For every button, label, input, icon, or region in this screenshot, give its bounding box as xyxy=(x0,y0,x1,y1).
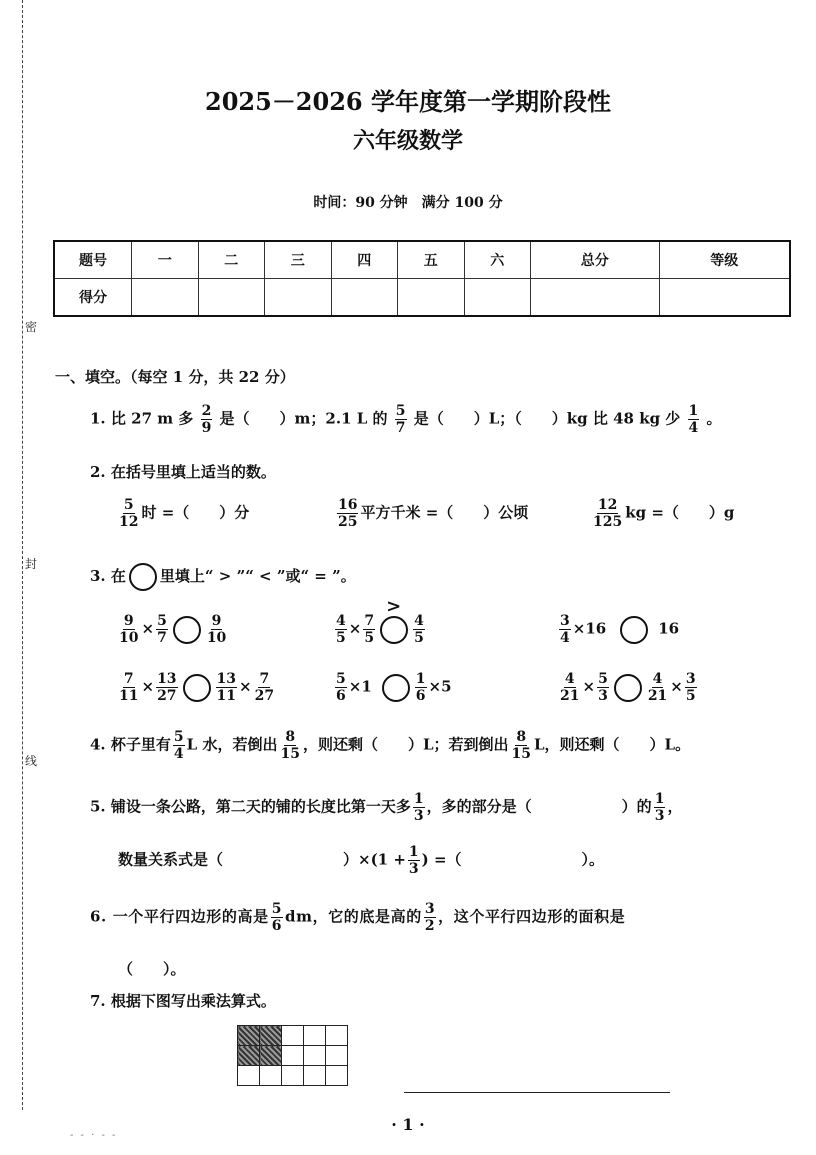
fraction xyxy=(424,902,436,933)
question-1 xyxy=(90,404,722,435)
question-text: 数量关系式是（ ）× xyxy=(118,850,371,869)
question-2 xyxy=(90,461,276,482)
fraction xyxy=(335,614,347,645)
numerator: 5 xyxy=(271,901,283,917)
question-text: 是（ ）L；（ ）kg 比 48 kg 少 xyxy=(413,409,681,428)
fraction xyxy=(413,792,425,823)
denominator: 15 xyxy=(280,746,300,762)
denominator: 25 xyxy=(338,514,358,530)
denominator: 4 xyxy=(560,630,570,646)
denominator: 15 xyxy=(511,746,531,762)
times-sign: × xyxy=(348,619,362,638)
denominator: 6 xyxy=(415,688,426,704)
grid-cell xyxy=(282,1026,304,1046)
fraction xyxy=(337,498,358,529)
score-cell-total: 总分 xyxy=(531,241,660,279)
question-6 xyxy=(90,902,625,933)
numerator: 1 xyxy=(408,844,419,860)
fraction xyxy=(597,672,609,703)
fraction xyxy=(118,498,139,529)
numerator: 1 xyxy=(688,403,699,419)
score-blank[interactable] xyxy=(659,279,790,317)
question-3 xyxy=(90,563,356,591)
numerator: 7 xyxy=(123,671,134,687)
question-text: 里填上“ > ”“ < ”或“ = ”。 xyxy=(159,567,356,585)
score-cell-5: 五 xyxy=(398,241,465,279)
question-text: ，多的部分是（ ）的 xyxy=(426,797,652,816)
grid-cell xyxy=(238,1066,260,1086)
shaded-grid-figure xyxy=(237,1025,348,1086)
denominator: 27 xyxy=(157,688,177,704)
grid-row xyxy=(238,1066,348,1086)
fraction xyxy=(173,730,185,761)
score-table-score-row xyxy=(54,279,790,317)
question-text: 根据下图写出乘法算式。 xyxy=(110,992,276,1010)
answer-line[interactable] xyxy=(404,1092,670,1093)
compare-item-3 xyxy=(557,614,679,645)
score-cell-1: 一 xyxy=(132,241,199,279)
denominator: 5 xyxy=(364,630,375,646)
exam-subject: 六年级数学 xyxy=(352,128,463,154)
compare-item-1 xyxy=(116,614,229,645)
binding-label-feng: 封 xyxy=(25,557,38,571)
score-cell-label: 题号 xyxy=(54,241,132,279)
numerator: 4 xyxy=(336,613,346,629)
question-number: 5. xyxy=(90,797,106,816)
numerator: 5 xyxy=(395,403,406,419)
fraction xyxy=(216,672,237,703)
fraction xyxy=(654,792,666,823)
item-text: 时 =（ ）分 xyxy=(141,503,250,522)
fraction xyxy=(206,614,227,645)
fraction xyxy=(156,672,177,703)
denominator: 5 xyxy=(414,630,424,646)
numerator: 2 xyxy=(201,403,212,419)
question-text: ，这个平行四边形的面积是 xyxy=(438,907,626,926)
numerator: 4 xyxy=(652,671,663,687)
binding-dashed-line xyxy=(22,0,23,1110)
numerator: 4 xyxy=(414,613,424,629)
score-blank[interactable] xyxy=(331,279,398,317)
question-2-item-1 xyxy=(116,498,249,529)
question-text: ， xyxy=(667,797,683,816)
fraction xyxy=(685,672,697,703)
circle-icon xyxy=(129,563,157,591)
numerator: 5 xyxy=(173,729,184,745)
question-text: 比 27 m 多 xyxy=(110,409,194,428)
times-sign: × xyxy=(582,677,596,696)
question-4 xyxy=(90,730,690,761)
times-sixteen: ×16 xyxy=(572,619,607,638)
answer-circle[interactable] xyxy=(380,595,408,644)
denominator: 11 xyxy=(216,688,237,704)
numerator: 3 xyxy=(424,901,436,917)
grid-cell xyxy=(304,1046,326,1066)
question-text: 铺设一条公路，第二天的铺的长度比第一天多 xyxy=(110,797,411,816)
denominator: 11 xyxy=(119,688,139,704)
numerator: 4 xyxy=(564,671,575,687)
denominator: 3 xyxy=(598,688,608,704)
fraction xyxy=(279,730,300,761)
numerator: 1 xyxy=(654,791,665,807)
question-text: 。 xyxy=(706,409,722,428)
score-table-header-row xyxy=(54,241,790,279)
score-cell-3: 三 xyxy=(265,241,332,279)
grid-row xyxy=(238,1026,348,1046)
denominator: 5 xyxy=(336,630,346,646)
grid-cell xyxy=(260,1066,282,1086)
question-text: 杯子里有 xyxy=(110,735,171,754)
numerator: 1 xyxy=(415,671,426,687)
fraction xyxy=(335,672,347,703)
question-text: 是（ ）m；2.1 L 的 xyxy=(219,409,388,428)
score-blank[interactable] xyxy=(398,279,465,317)
question-text: 在 xyxy=(110,567,126,585)
compare-item-5 xyxy=(333,672,452,703)
times-sign: × xyxy=(670,677,683,696)
question-5 xyxy=(90,792,682,823)
score-table xyxy=(53,240,791,317)
denominator: 10 xyxy=(206,630,227,646)
denominator: 7 xyxy=(157,630,167,646)
grid-row xyxy=(238,1046,348,1066)
numerator: 5 xyxy=(123,497,134,513)
fraction xyxy=(363,614,375,645)
score-blank[interactable] xyxy=(132,279,199,317)
times-sign: × xyxy=(141,677,155,696)
question-number: 6. xyxy=(90,907,107,926)
score-cell-4: 四 xyxy=(331,241,398,279)
fraction xyxy=(118,672,139,703)
denominator: 21 xyxy=(647,688,668,704)
compare-item-2 xyxy=(333,595,427,646)
question-number: 7. xyxy=(90,992,106,1010)
denominator: 3 xyxy=(408,861,419,877)
fraction xyxy=(559,672,580,703)
grid-cell-shaded xyxy=(260,1026,282,1046)
denominator: 3 xyxy=(654,808,665,824)
denominator: 27 xyxy=(254,688,275,704)
item-text: 平方千米 =（ ）公顷 xyxy=(360,503,529,522)
fraction xyxy=(254,672,275,703)
grid-cell xyxy=(282,1066,304,1086)
handwritten-mark: > xyxy=(386,595,402,617)
fraction xyxy=(201,404,213,435)
numerator: 13 xyxy=(157,671,177,687)
page-number: · 1 · xyxy=(391,1115,425,1134)
answer-circle[interactable] xyxy=(183,674,211,702)
times-sign: × xyxy=(239,677,252,696)
question-number: 2. xyxy=(90,463,106,481)
fraction xyxy=(647,672,668,703)
answer-circle[interactable] xyxy=(382,674,410,702)
fraction xyxy=(413,614,425,645)
denominator: 4 xyxy=(688,420,699,436)
grid-cell-shaded xyxy=(238,1046,260,1066)
question-6-line-2: （ ）。 xyxy=(118,960,186,978)
question-text: ，则还剩（ ）L；若到倒出 xyxy=(302,735,509,754)
denominator: 12 xyxy=(119,514,139,530)
paren-close: ) =（ ）。 xyxy=(421,850,605,869)
grid-cell xyxy=(304,1026,326,1046)
denominator: 125 xyxy=(593,514,623,530)
question-text: 一个平行四边形的高是 xyxy=(112,907,269,926)
question-text: L 水，若倒出 xyxy=(186,735,278,754)
fraction xyxy=(271,902,283,933)
question-text: 在括号里填上适当的数。 xyxy=(110,463,276,481)
section-1-title: 一、填空。（每空 1 分，共 22 分） xyxy=(55,368,295,386)
score-row-label: 得分 xyxy=(54,279,132,317)
denominator: 4 xyxy=(173,746,184,762)
exam-title: 2025－2026 学年度第一学期阶段性 xyxy=(205,87,611,116)
grid-cell xyxy=(326,1066,348,1086)
score-blank[interactable] xyxy=(265,279,332,317)
numerator: 5 xyxy=(336,671,346,687)
fraction xyxy=(592,498,623,529)
question-7 xyxy=(90,990,276,1011)
compare-item-6 xyxy=(557,672,699,703)
numerator: 3 xyxy=(560,613,570,629)
item-text: kg =（ ）g xyxy=(625,503,735,522)
score-blank[interactable] xyxy=(198,279,265,317)
numerator: 5 xyxy=(598,671,608,687)
exam-meta: 时间：90 分钟 满分 100 分 xyxy=(313,195,503,211)
numerator: 8 xyxy=(516,729,527,745)
score-blank[interactable] xyxy=(464,279,531,317)
numerator: 12 xyxy=(597,497,618,513)
value-sixteen: 16 xyxy=(658,619,680,638)
numerator: 9 xyxy=(123,613,134,629)
grid-cell xyxy=(282,1046,304,1066)
question-text: L，则还剩（ ）L。 xyxy=(533,735,691,754)
question-2-item-2 xyxy=(335,498,528,529)
binding-label-xian: 线 xyxy=(25,754,38,768)
fraction xyxy=(559,614,571,645)
fraction xyxy=(415,672,427,703)
fraction xyxy=(118,614,139,645)
grid-cell-shaded xyxy=(238,1026,260,1046)
answer-circle[interactable] xyxy=(620,616,648,644)
compare-item-4 xyxy=(116,672,277,703)
numerator: 13 xyxy=(216,671,237,687)
question-2-item-3 xyxy=(590,498,734,529)
denominator: 7 xyxy=(395,420,406,436)
numerator: 9 xyxy=(211,613,222,629)
fraction xyxy=(408,845,420,876)
numerator: 1 xyxy=(413,791,424,807)
times-five: ×5 xyxy=(428,677,452,696)
question-number: 1. xyxy=(90,409,106,428)
fraction xyxy=(156,614,168,645)
binding-label-mi: 密 xyxy=(25,320,38,334)
numerator: 7 xyxy=(259,671,270,687)
answer-circle[interactable] xyxy=(173,616,201,644)
grid-cell xyxy=(326,1026,348,1046)
denominator: 6 xyxy=(336,688,346,704)
question-5-line-2 xyxy=(118,845,604,876)
corner-scribble: - - · - - xyxy=(70,1130,118,1141)
score-cell-2: 二 xyxy=(198,241,265,279)
numerator: 3 xyxy=(685,671,696,687)
fraction xyxy=(511,730,532,761)
denominator: 21 xyxy=(560,688,580,704)
times-sign: × xyxy=(141,619,155,638)
question-text: dm，它的底是高的 xyxy=(285,907,422,926)
paren-open: (1 + xyxy=(370,850,406,869)
denominator: 10 xyxy=(119,630,139,646)
denominator: 5 xyxy=(685,688,696,704)
numerator: 8 xyxy=(285,729,296,745)
fraction xyxy=(688,404,700,435)
denominator: 3 xyxy=(413,808,424,824)
question-number: 4. xyxy=(90,735,106,754)
numerator: 16 xyxy=(338,497,358,513)
score-cell-6: 六 xyxy=(464,241,531,279)
denominator: 2 xyxy=(424,918,436,934)
denominator: 9 xyxy=(201,420,212,436)
grid-cell xyxy=(304,1066,326,1086)
question-number: 3. xyxy=(90,567,106,585)
score-cell-grade: 等级 xyxy=(659,241,790,279)
fraction xyxy=(395,404,407,435)
score-blank[interactable] xyxy=(531,279,660,317)
denominator: 6 xyxy=(271,918,283,934)
numerator: 5 xyxy=(157,613,167,629)
times-one: ×1 xyxy=(348,677,372,696)
grid-cell xyxy=(326,1046,348,1066)
grid-cell-shaded xyxy=(260,1046,282,1066)
answer-circle[interactable] xyxy=(614,674,642,702)
numerator: 7 xyxy=(364,613,375,629)
